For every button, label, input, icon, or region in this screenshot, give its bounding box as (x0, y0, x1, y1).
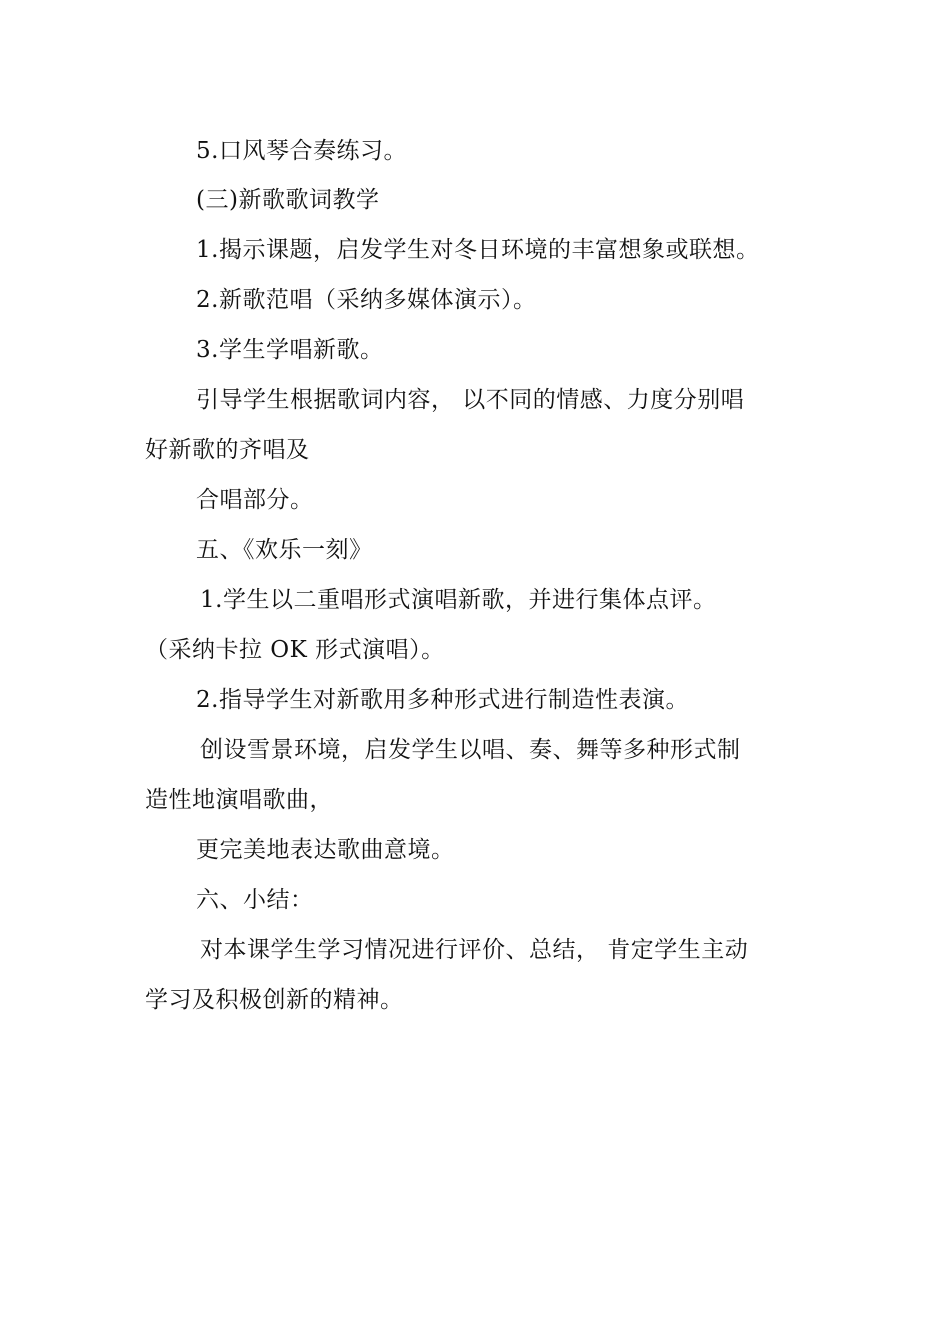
text-line: 2.新歌范唱（采纳多媒体演示）。 (196, 287, 537, 313)
text-line: 引导学生根据歌词内容， 以不同的情感、力度分别唱 (196, 387, 745, 413)
section-heading: 六、小结： (196, 887, 314, 913)
text-line: 1.揭示课题，启发学生对冬日环境的丰富想象或联想。 (196, 237, 760, 263)
text-line: 2.指导学生对新歌用多种形式进行制造性表演。 (196, 687, 689, 713)
text-line: 对本课学生学习情况进行评价、总结， 肯定学生主动 (200, 937, 749, 963)
text-line: 5.口风琴合奏练习。 (196, 138, 407, 164)
text-line: 造性地演唱歌曲， (145, 787, 333, 813)
text-line: （采纳卡拉 OK 形式演唱）。 (145, 637, 445, 663)
text-line: 合唱部分。 (196, 487, 314, 513)
text-line: 好新歌的齐唱及 (145, 437, 310, 463)
text-line: 3.学生学唱新歌。 (196, 337, 384, 363)
section-heading: (三)新歌歌词教学 (196, 187, 380, 213)
text-line: 1.学生以二重唱形式演唱新歌，并进行集体点评。 (200, 587, 717, 613)
section-heading: 五、《欢乐一刻》 (196, 537, 373, 563)
text-line: 学习及积极创新的精神。 (145, 987, 404, 1013)
text-line: 更完美地表达歌曲意境。 (196, 837, 455, 863)
text-line: 创设雪景环境，启发学生以唱、奏、舞等多种形式制 (200, 737, 741, 763)
